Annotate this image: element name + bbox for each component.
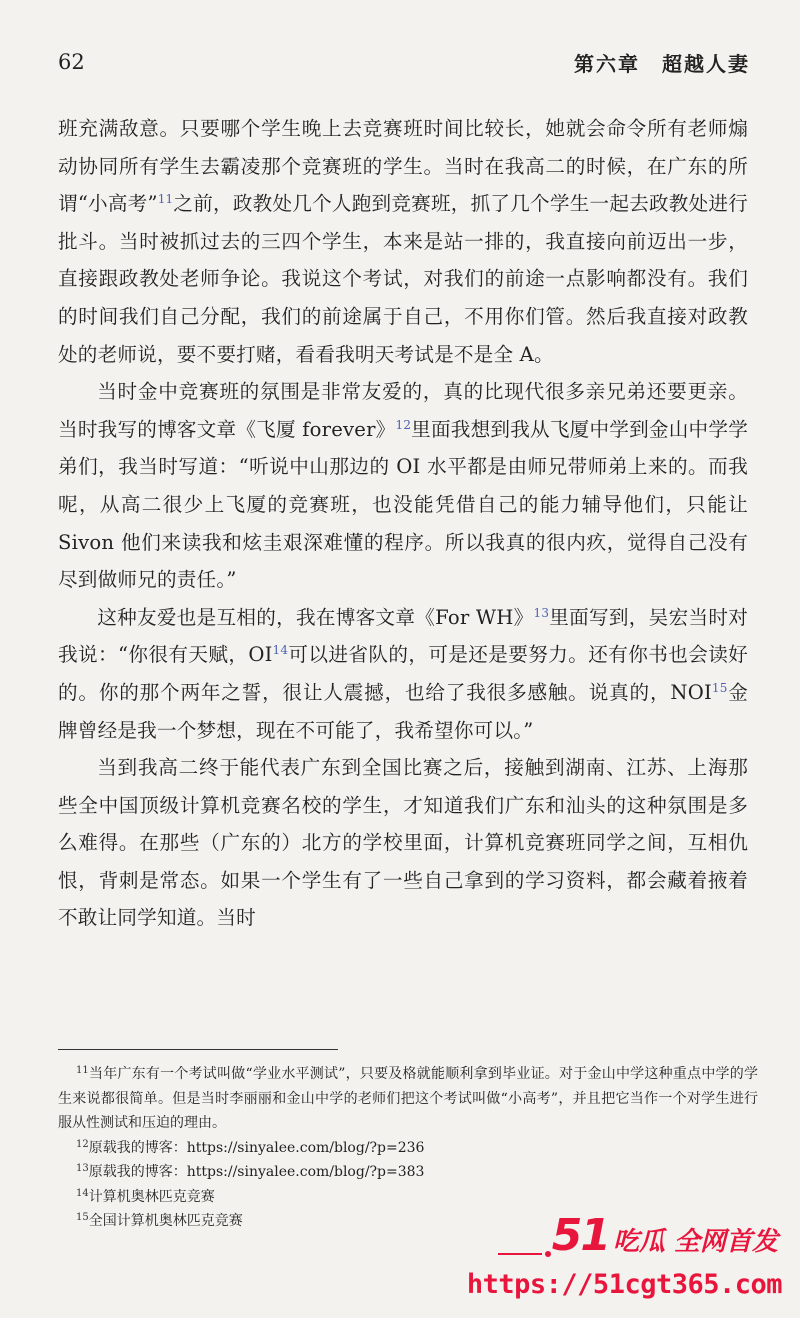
footnote-number: 14 [76,1187,89,1199]
footnote [58,1136,758,1161]
footnote-ref[interactable]: 11 [157,192,174,207]
chapter-title: 第六章 超越人妻 [574,51,750,76]
paragraph [58,749,748,937]
paragraph-text: 这种友爱也是互相的，我在博客文章《For WH》 [97,605,534,629]
watermark-logo-text: 吃瓜 全网首发 [612,1227,778,1257]
page-number: 62 [58,50,85,74]
paragraph-text: 之前，政教处几个人跑到竞赛班，抓了几个学生一起去政教处进行批斗。当时被抓过去的三四个学生，本来是站一排的，我直接向前迈出一步，直接跟政教处老师争论。我说这个考试，对我们的前途一点影响都没有。我们的时间我们自己分配，我们的前途属于自己，不用你们管。然后我直接对政教处的老师说，要不要打赌，看看我明天考试是不是全 A。 [58,192,748,366]
watermark [466,1210,788,1300]
paragraph-text: 当到我高二终于能代表广东到全国比赛之后，接触到湖南、江苏、上海那些全中国顶级计算机竞赛名校的学生，才知道我们广东和汕头的这种氛围是多么难得。在那些（广东的）北方的学校里面，计算机竞赛班同学之间，互相仇恨，背刺是常态。如果一个学生有了一些自己拿到的学习资料，都会藏着掖着不敢让同学知道。当时 [58,756,748,930]
watermark-decor-icon [498,1250,558,1258]
footnote-number: 13 [76,1163,89,1174]
footnote-ref[interactable]: 14 [272,643,289,658]
paragraph-text: 当时金中竞赛班的氛围是非常友爱的，真的比现代很多亲兄弟还要更亲。当时我写的博客文章《飞厦 forever》 [58,380,748,441]
paragraph-text: 里面写到，吴宏当时对我说：“你很有天赋，OI [58,605,748,667]
footnote-text: 全国计算机奥林匹克竞赛 [88,1213,243,1229]
footnote [58,1160,758,1185]
paragraph-text: 金牌曾经是我一个梦想，现在不可能了，我希望你可以。” [58,680,749,742]
watermark-logo [552,1210,778,1261]
footnote-text: 计算机奥林匹克竞赛 [88,1188,215,1205]
watermark-url: https://51cgt365.com [466,1269,782,1300]
footnote [58,1185,758,1210]
footnote-text: 原载我的博客：https://sinyalee.com/blog/?p=236 [88,1139,425,1156]
footnote [58,1062,758,1136]
footnote-text: 原载我的博客：https://sinyalee.com/blog/?p=383 [88,1164,425,1180]
footnote-number: 15 [76,1212,89,1223]
footnote-number: 12 [76,1138,89,1150]
footnotes [58,1062,758,1234]
footnote-ref[interactable]: 13 [533,605,550,620]
footnote-number: 11 [76,1065,89,1076]
footnote-ref[interactable]: 12 [395,417,412,432]
paragraph [58,373,748,599]
watermark-logo-number: 51 [551,1210,609,1261]
body-text [58,110,748,937]
paragraph-text: 可以进省队的，可是还是要努力。还有你书也会读好的。你的那个两年之誓，很让人震撼，也给了我很多感触。说真的，NOI [58,643,748,704]
paragraph [58,599,748,749]
page-header [58,44,750,80]
paragraph [58,110,748,373]
footnote-text: 当年广东有一个考试叫做“学业水平测试”，只要及格就能顺利拿到毕业证。对于金山中学这种重点中学的学生来说都很简单。但是当时李丽丽和金山中学的老师们把这个考试叫做“小高考”，并且把它当作一个对学生进行服从性测试和压迫的理由。 [58,1066,758,1131]
paragraph-text: 班充满敌意。只要哪个学生晚上去竞赛班时间比较长，她就会命令所有老师煽动协同所有学生去霸凌那个竞赛班的学生。当时在我高二的时候，在广东的所谓“小高考” [58,117,748,216]
paragraph-text: 里面我想到我从飞厦中学到金山中学学弟们，我当时写道：“听说中山那边的 OI 水平都是由师兄带师弟上来的。而我呢，从高二很少上飞厦的竞赛班，也没能凭借自己的能力辅导他们，只能让 Sivon 他们来读我和炫圭艰深难懂的程序。所以我真的很内疚，觉得自己没有尽到做师兄的责任。” [58,417,748,592]
footnote-ref[interactable]: 15 [711,680,728,695]
footnote-rule [58,1049,338,1050]
